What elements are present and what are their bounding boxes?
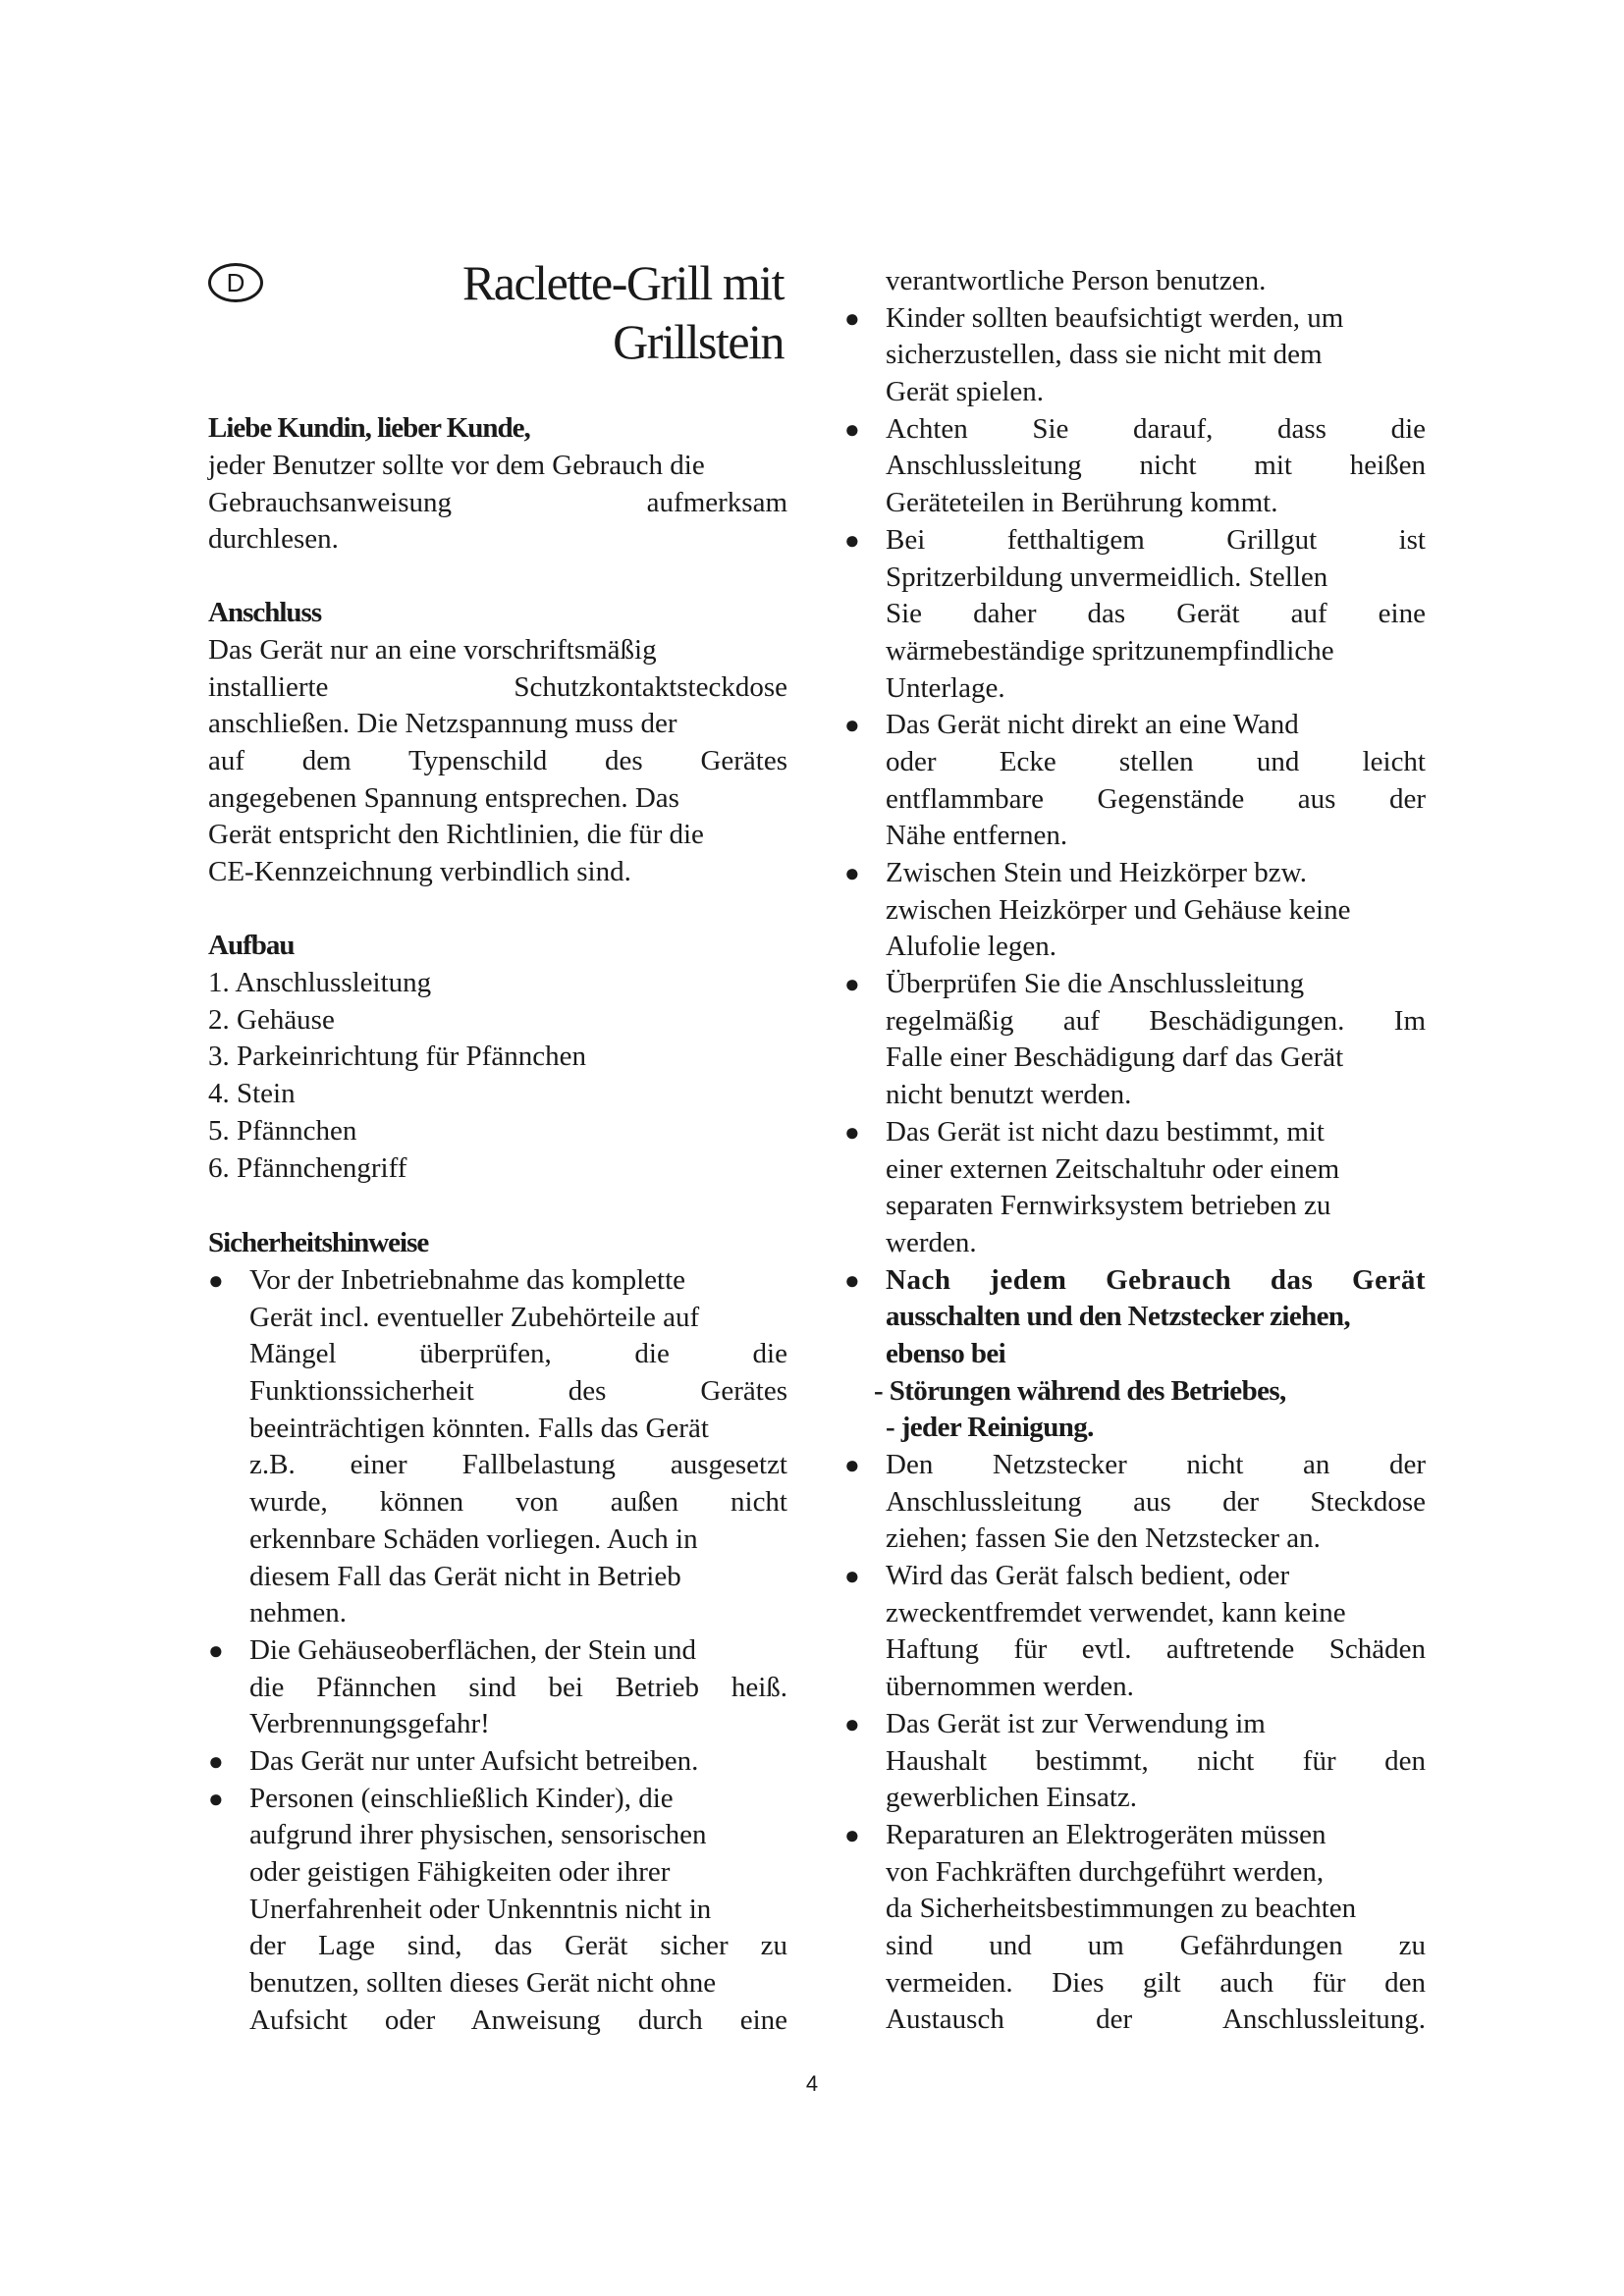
list-item: 3. Parkeinrichtung für Pfännchen [208,1041,586,1073]
text-line: übernommen werden. [886,1671,1134,1703]
text-line: Unterlage. [886,671,1005,704]
text-line: wärmebeständige spritzunempfindliche [886,634,1334,667]
safety-bullet [844,966,1426,1114]
text-line: auf dem Typenschild des Gerätes [208,745,787,777]
safety-bullet-important [844,1262,1426,1447]
text-line: sicherzustellen, dass sie nicht mit dem [886,339,1323,371]
text-line: Gebrauchsanweisung aufmerksam [208,486,787,518]
text-line: Anschlussleitung nicht mit heißen [886,450,1426,482]
sicherheit-heading: Sicherheitshinweise [208,1227,429,1258]
aufbau-heading: Aufbau [208,930,295,961]
title-line-1: Raclette-Grill mit [461,255,784,310]
bullet-icon: ● [844,1451,860,1479]
text-line: Gerät spielen. [886,376,1045,408]
greeting-text [208,448,787,559]
text-line: ● Achten Sie darauf, dass die [844,411,1426,449]
text-line: einer externen Zeitschaltuhr oder einem [886,1152,1340,1185]
text-line: ● Das Gerät nur unter Aufsicht betreiben. [208,1743,787,1781]
text-line: jeder Benutzer sollte vor dem Gebrauch die [208,450,705,481]
safety-bullet [208,1632,787,1743]
list-item: 6. Pfännchengriff [208,1151,407,1184]
safety-bullet [844,300,1426,411]
text-line: Spritzerbildung unvermeidlich. Stellen [886,561,1328,593]
safety-bullet [844,411,1426,522]
text-line: nehmen. [249,1597,348,1629]
text-line: die Pfännchen sind bei Betrieb heiß. [249,1671,787,1703]
page-number: 4 [805,2071,819,2096]
text-line: Haushalt bestimmt, nicht für den [886,1744,1426,1777]
list-item: 5. Pfännchen [208,1114,357,1147]
language-badge: D [208,263,263,302]
safety-bullet [208,1262,787,1632]
anschluss-text [208,632,787,891]
text-line: oder Ecke stellen und leicht [886,745,1426,777]
bullet-icon: ● [208,1266,224,1295]
text-line: separaten Fernwirksystem betrieben zu [886,1190,1331,1222]
safety-bullet [844,855,1426,966]
text-line: sind und um Gefährdungen zu [886,1929,1426,1961]
text-line: zweckentfremdet verwendet, kann keine [886,1596,1346,1629]
bullet-icon: ● [844,1820,860,1849]
aufbau-list [208,965,787,1187]
text-line: Anschlussleitung aus der Steckdose [886,1485,1426,1518]
text-line: Gerät entspricht den Richtlinien, die für die [208,819,704,851]
anschluss-heading: Anschluss [208,597,322,628]
page-title [295,253,784,371]
text-line: - Störungen während des Betriebes, [874,1374,1286,1407]
bullet-icon: ● [208,1746,224,1776]
safety-list-left [208,1262,787,2039]
bullet-icon: ● [844,1562,860,1591]
text-line: ● Überprüfen Sie die Anschlussleitung [844,966,1426,1003]
safety-bullet [844,1558,1426,1706]
text-line: nicht benutzt werden. [886,1079,1132,1111]
text-line: da Sicherheitsbestimmungen zu beachten [886,1893,1357,1925]
safety-bullet [844,1447,1426,1558]
text-line: ausschalten und den Netzstecker ziehen, [886,1301,1351,1333]
text-line: von Fachkräften durchgeführt werden, [886,1855,1325,1888]
bullet-icon: ● [208,1635,224,1665]
safety-list-right [844,263,1426,2039]
bullet-icon: ● [844,1265,860,1295]
title-line-2: Grillstein [613,314,784,369]
text-line: ● Die Gehäuseoberflächen, der Stein und [208,1632,787,1670]
text-line: Sie daher das Gerät auf eine [886,598,1426,630]
bullet-icon: ● [844,1709,860,1738]
text-line: Nähe entfernen. [886,820,1068,852]
bullet-icon: ● [844,525,860,555]
text-line: Verbrennungsgefahr! [249,1708,490,1740]
list-item: 2. Gehäuse [208,1003,335,1036]
safety-bullet [208,1743,787,1781]
list-item: 1. Anschlussleitung [208,967,432,998]
text-line: erkennbare Schäden vorliegen. Auch in [249,1522,698,1555]
text-line: ● Das Gerät ist nicht dazu bestimmt, mit [844,1114,1426,1151]
safety-bullet [844,707,1426,855]
text-line: z.B. einer Fallbelastung ausgesetzt [249,1449,787,1481]
text-line: durchlesen. [208,523,339,556]
text-line: Haftung für evtl. auftretende Schäden [886,1633,1426,1666]
greeting-heading: Liebe Kundin, lieber Kunde, [208,412,530,444]
bullet-icon: ● [844,414,860,444]
text-line: ziehen; fassen Sie den Netzstecker an. [886,1522,1321,1555]
text-line: regelmäßig auf Beschädigungen. Im [886,1004,1426,1037]
bullet-icon: ● [844,1117,860,1147]
text-line: zwischen Heizkörper und Gehäuse keine [886,893,1351,926]
text-line: ● Wird das Gerät falsch bedient, oder [844,1558,1426,1595]
bullet-icon: ● [844,711,860,740]
text-line: diesem Fall das Gerät nicht in Betrieb [249,1560,681,1592]
text-line: Falle einer Beschädigung darf das Gerät [886,1041,1344,1074]
text-line: Mängel überprüfen, die die [249,1338,787,1370]
bullet-icon: ● [844,303,860,333]
safety-bullet [208,1781,787,2040]
text-line: Unerfahrenheit oder Unkenntnis nicht in [249,1893,712,1925]
safety-bullet [844,1817,1426,2039]
text-line: ● Nach jedem Gebrauch das Gerät [844,1262,1426,1300]
text-line: ● Zwischen Stein und Heizkörper bzw. [844,855,1426,892]
bullet-icon: ● [208,1784,224,1813]
text-line: ● Personen (einschließlich Kinder), die [208,1781,787,1818]
text-line: ● Reparaturen an Elektrogeräten müssen [844,1817,1426,1854]
text-line: Alufolie legen. [886,931,1056,963]
text-line: - jeder Reinigung. [886,1412,1094,1444]
text-line: oder geistigen Fähigkeiten oder ihrer [249,1856,671,1888]
text-line: installierte Schutzkontaktsteckdose [208,670,787,703]
text-line: ● Bei fetthaltigem Grillgut ist [844,522,1426,560]
text-line: ● Das Gerät nicht direkt an eine Wand [844,707,1426,744]
bullet-icon: ● [844,859,860,887]
bullet-icon: ● [844,970,860,999]
text-line: ebenso bei [886,1337,1006,1369]
text-line: ● Kinder sollten beaufsichtigt werden, um [844,300,1426,338]
safety-bullet [844,1706,1426,1817]
text-line: der Lage sind, das Gerät sicher zu [249,1930,787,1962]
text-line: Gerät incl. eventueller Zubehörteile auf [249,1301,700,1333]
text-line: aufgrund ihrer physischen, sensorischen [249,1819,707,1851]
list-item: 4. Stein [208,1078,296,1110]
text-line: ● Den Netzstecker nicht an der [844,1447,1426,1484]
text-line: ● Das Gerät ist zur Verwendung im [844,1706,1426,1743]
text-line: Aufsicht oder Anweisung durch eine [249,2003,787,2036]
text-line: ● Vor der Inbetriebnahme das komplette [208,1262,787,1300]
text-line: anschließen. Die Netzspannung muss der [208,708,677,740]
text-line: entflammbare Gegenstände aus der [886,782,1426,815]
safety-bullet [844,1114,1426,1262]
text-line: wurde, können von außen nicht [249,1486,787,1519]
text-line: beeinträchtigen könnten. Falls das Gerät [249,1412,709,1444]
safety-bullet [844,522,1426,707]
text-line: gewerblichen Einsatz. [886,1782,1138,1814]
text-line: Funktionssicherheit des Gerätes [249,1375,787,1408]
text-line: angegebenen Spannung entsprechen. Das [208,781,679,814]
text-line: werden. [886,1226,977,1258]
text-line: Das Gerät nur an eine vorschriftsmäßig [208,634,657,666]
text-line: Austausch der Anschlussleitung. [886,2003,1426,2036]
text-line: CE-Kennzeichnung verbindlich sind. [208,856,631,888]
text-line: benutzen, sollten dieses Gerät nicht ohne [249,1967,717,2000]
text-line: Geräteteilen in Berührung kommt. [886,487,1278,519]
continuation-line: verantwortliche Person benutzen. [886,265,1267,296]
text-line: vermeiden. Dies gilt auch für den [886,1966,1426,1999]
